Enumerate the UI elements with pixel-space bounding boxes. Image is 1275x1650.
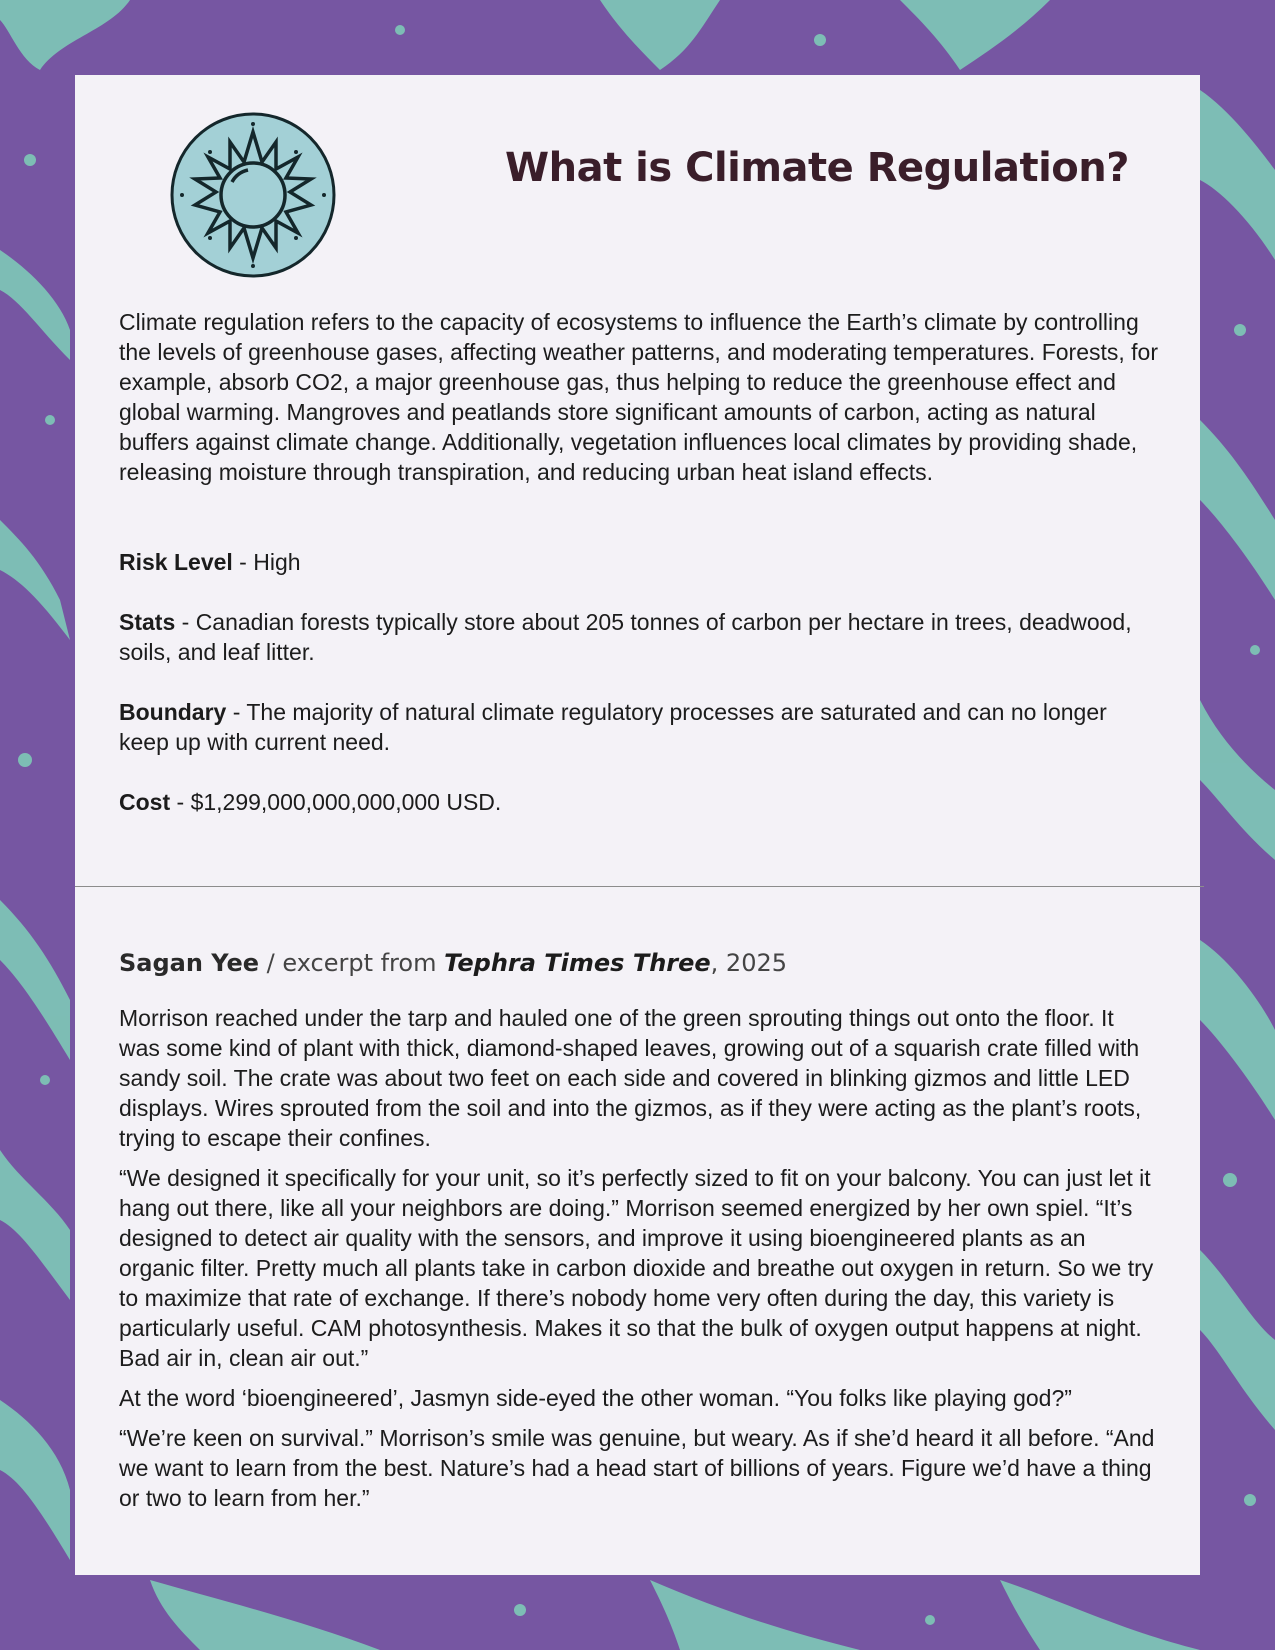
excerpt-body: [119, 1003, 1159, 1523]
boundary-value: - The majority of natural climate regulatory processes are saturated and can no longer keep up with current need.: [119, 699, 1107, 755]
excerpt-paragraph: “We designed it specifically for your unit, so it’s perfectly sized to fit on your balcony. You can just let it hang out there, like all your neighbors are doing.” Morrison seemed energized by her own spiel. “It’s designed to detect air quality with the sensors, and improve it using bioengineered plants as an organic filter. Pretty much all plants take in carbon dioxide and breathe out oxygen in return. So we try to maximize that rate of exchange. If there’s nobody home very often during the day, this variety is particularly useful. CAM photosynthesis. Makes it so that the bulk of oxygen output happens at night. Bad air in, clean air out.”: [119, 1165, 1154, 1371]
risk-level: [119, 547, 1159, 577]
risk-value: - High: [232, 549, 301, 575]
book-title: Tephra Times Three: [444, 949, 711, 977]
excerpt-paragraph: “We’re keen on survival.” Morrison’s smile was genuine, but weary. As if she’d heard it all before. “And we want to learn from the best. Nature’s had a head start of billions of years. Figure we’d have a thing or two to learn from her.”: [119, 1425, 1155, 1511]
excerpt-paragraph: At the word ‘bioengineered’, Jasmyn side-eyed the other woman. “You folks like playing god?”: [119, 1385, 1072, 1411]
sun-icon: [170, 112, 336, 278]
content-card: [75, 75, 1200, 1575]
intro-paragraph: Climate regulation refers to the capacity of ecosystems to influence the Earth’s climate by controlling the levels of greenhouse gases, affecting weather patterns, and moderating temperatures. Forests, for example, absorb CO2, a major greenhouse gas, thus helping to reduce the greenhouse effect and global warming. Mangroves and peatlands store significant amounts of carbon, acting as natural buffers against climate change. Additionally, vegetation influences local climates by providing shade, releasing moisture through transpiration, and reducing urban heat island effects.: [119, 309, 1158, 485]
page-title: What is Climate Regulation?: [505, 145, 1129, 191]
cost: [119, 787, 1159, 817]
boundary: [119, 697, 1159, 757]
stats-value: - Canadian forests typically store about 205 tonnes of carbon per hectare in trees, deadwood, soils, and leaf litter.: [119, 609, 1132, 665]
boundary-label: Boundary: [119, 699, 227, 725]
stats: [119, 607, 1159, 667]
excerpt-paragraph: Morrison reached under the tarp and hauled one of the green sprouting things out onto the floor. It was some kind of plant with thick, diamond-shaped leaves, growing out of a squarish crate filled with sandy soil. The crate was about two feet on each side and covered in blinking gizmos and little LED displays. Wires sprouted from the soil and into the gizmos, as if they were acting as the plant’s roots, trying to escape their confines.: [119, 1005, 1142, 1151]
excerpt-byline: [119, 949, 787, 977]
byline-middle: / excerpt from: [259, 949, 445, 977]
cost-label: Cost: [119, 789, 171, 815]
byline-year: , 2025: [710, 949, 788, 977]
risk-label: Risk Level: [119, 549, 233, 575]
section-divider: [75, 886, 1204, 887]
cost-value: - $1,299,000,000,000,000 USD.: [170, 789, 502, 815]
author-name: Sagan Yee: [119, 949, 260, 977]
stats-label: Stats: [119, 609, 176, 635]
